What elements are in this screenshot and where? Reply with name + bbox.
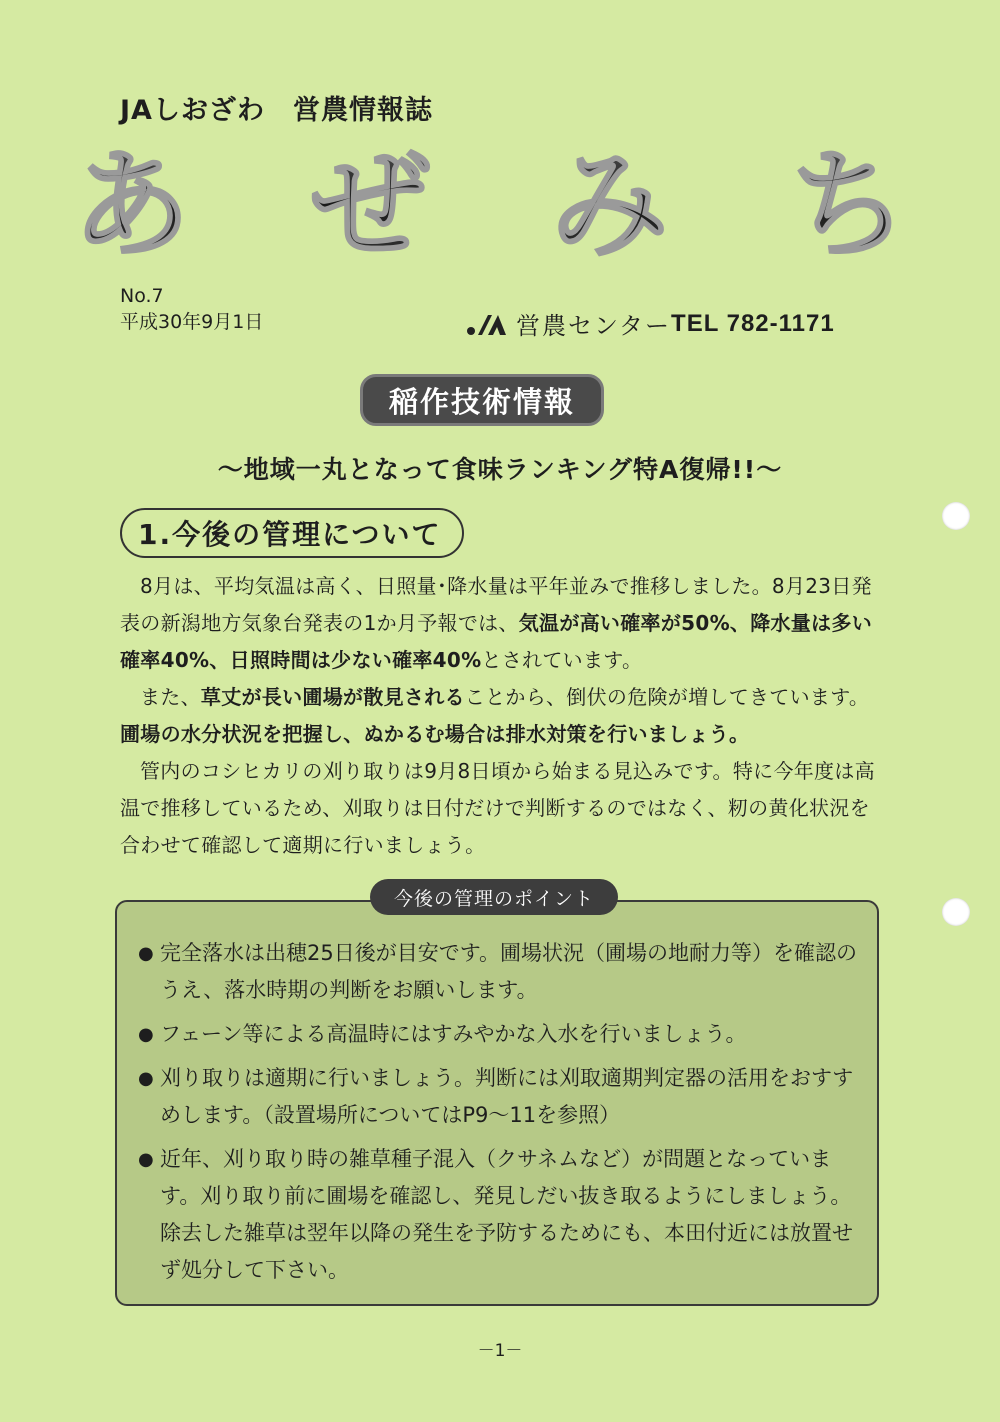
masthead-text: あ ぜ み ち bbox=[72, 135, 948, 274]
paragraph-2-text: また、 bbox=[140, 685, 201, 709]
points-box-title: 今後の管理のポイント bbox=[370, 879, 618, 915]
publisher-line: JAしおざわ 営農情報誌 bbox=[120, 95, 433, 126]
list-item bbox=[138, 1016, 864, 1053]
binder-hole-bottom bbox=[942, 898, 970, 926]
point-text: 刈り取りは適期に行いましょう。判断には刈取適期判定器の活用をおすすめします。（設置場所についてはP9～11を参照） bbox=[160, 1066, 854, 1127]
ja-logo-icon bbox=[466, 311, 508, 337]
point-text: フェーン等による高温時にはすみやかな入水を行いましょう。 bbox=[160, 1022, 747, 1046]
binder-hole-top bbox=[942, 502, 970, 530]
section-body bbox=[120, 568, 884, 864]
bullet-icon: ● bbox=[138, 943, 154, 964]
bullet-icon: ● bbox=[138, 1149, 154, 1170]
list-item bbox=[138, 935, 864, 1009]
contact-label: 営農センター bbox=[516, 312, 672, 340]
list-item bbox=[138, 1141, 864, 1289]
point-text: 完全落水は出穂25日後が目安です。圃場状況（圃場の地耐力等）を確認のうえ、落水時期の判断をお願いします。 bbox=[160, 941, 858, 1002]
paragraph-1-text: 8月は、平均気温は高く、日照量･降水量は平年並みで推移しました。8月23日発表の新潟地方気象台発表の1か月予報では、 bbox=[120, 574, 872, 635]
list-item bbox=[138, 1060, 864, 1134]
issue-number: No.7 bbox=[120, 285, 164, 307]
feature-badge: 稲作技術情報 bbox=[360, 374, 604, 426]
bullet-icon: ● bbox=[138, 1068, 154, 1089]
paragraph-1-end: とされています。 bbox=[481, 648, 643, 672]
paragraph-1 bbox=[120, 568, 884, 679]
masthead-title bbox=[0, 128, 1000, 278]
contact-line bbox=[466, 306, 835, 341]
page-number: －1－ bbox=[477, 1341, 523, 1361]
paragraph-1-emphasis: 気温が高い確率が50%、降水量は多い確率40%、日照時間は少ない確率40% bbox=[120, 611, 873, 672]
paragraph-2-emphasis-2: 圃場の水分状況を把握し、ぬかるむ場合は排水対策を行いましょう。 bbox=[120, 722, 750, 746]
issue-date: 平成30年9月1日 bbox=[120, 311, 264, 333]
bullet-icon: ● bbox=[138, 1024, 154, 1045]
point-text: 近年、刈り取り時の雑草種子混入（クサネムなど）が問題となっています。刈り取り前に圃場を確認し、発見しだい抜き取るようにしましょう。除去した雑草は翌年以降の発生を予防するためにも、本田付近には放置せず処分して下さい。 bbox=[160, 1147, 853, 1282]
paragraph-2-mid: ことから、倒伏の危険が増してきています。 bbox=[464, 685, 870, 709]
paragraph-2-emphasis: 草丈が長い圃場が散見される bbox=[200, 685, 465, 709]
section-heading: 1.今後の管理について bbox=[120, 508, 464, 558]
contact-tel: TEL 782-1171 bbox=[671, 309, 835, 337]
issue-info bbox=[120, 283, 263, 335]
points-list bbox=[138, 935, 864, 1296]
paragraph-3: 管内のコシヒカリの刈り取りは9月8日頃から始まる見込みです。特に今年度は高温で推移しているため、刈取りは日付だけで判断するのではなく、籾の黄化状況を合わせて確認して適期に行いましょう。 bbox=[120, 759, 875, 857]
feature-subtitle: ～地域一丸となって食味ランキング特A復帰!!～ bbox=[217, 455, 783, 484]
paragraph-2 bbox=[120, 679, 884, 753]
